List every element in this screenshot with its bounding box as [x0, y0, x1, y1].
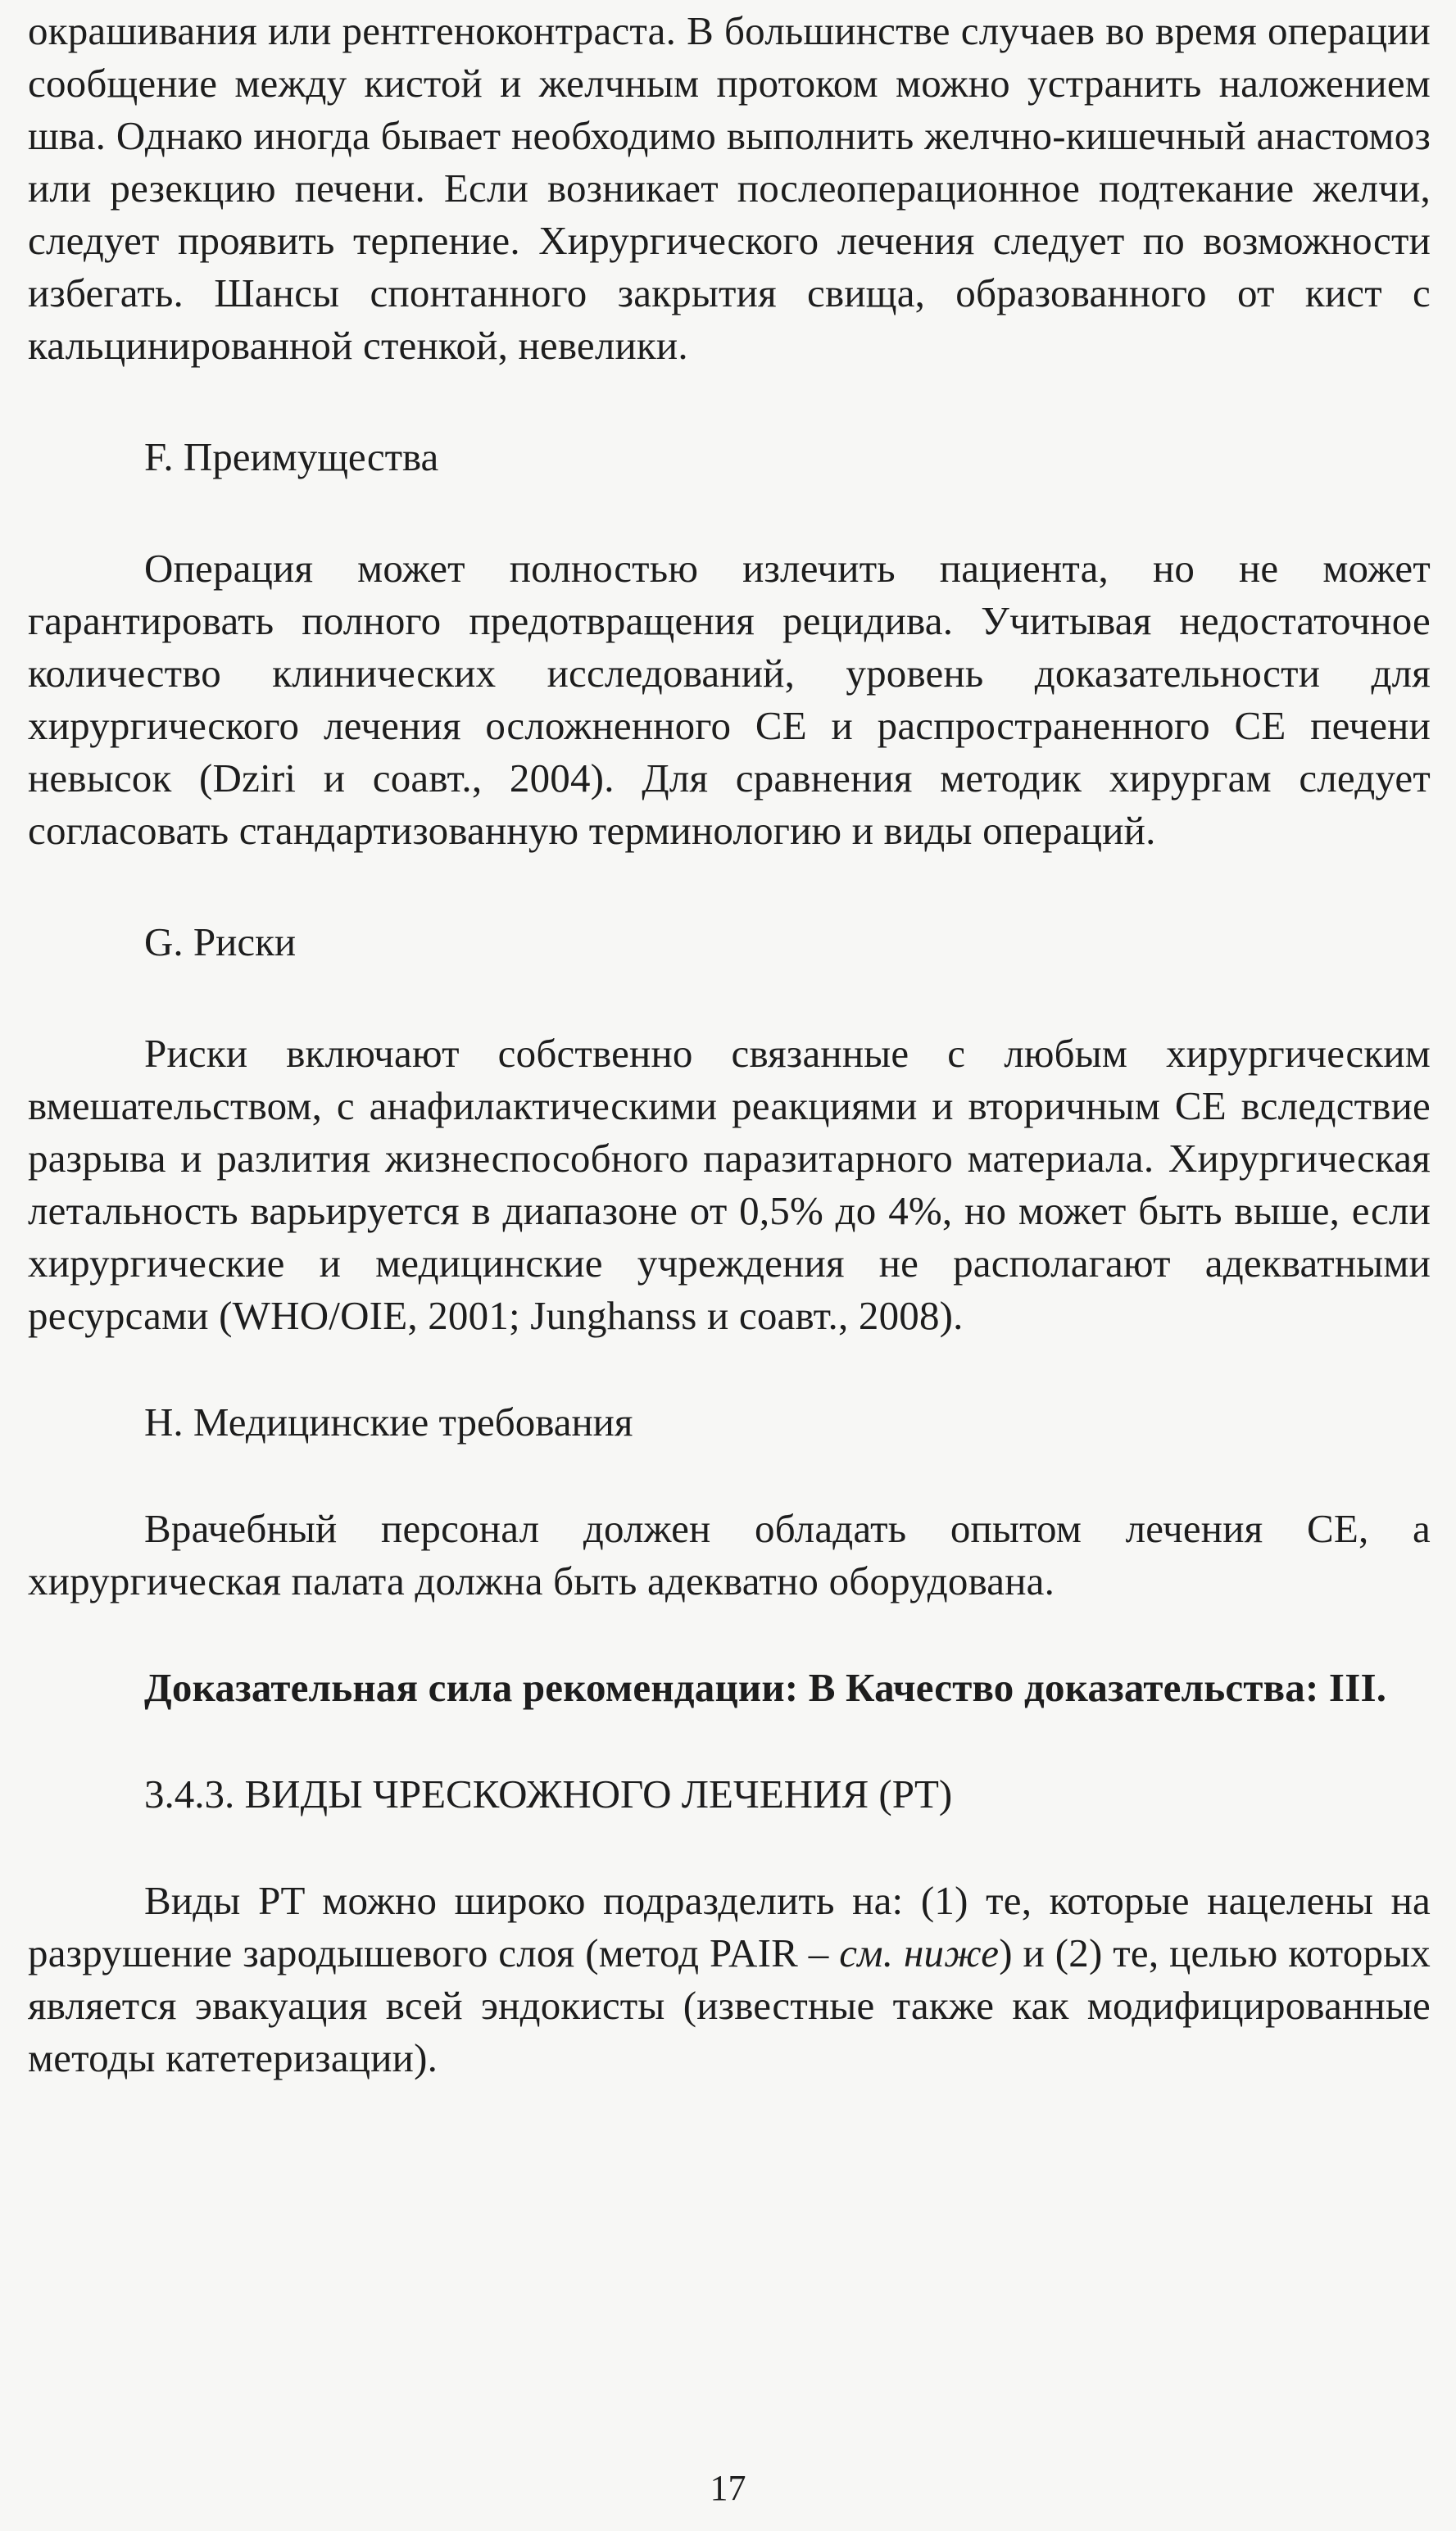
paragraph-advantages: Операция может полностью излечить пациента, но не может гарантировать полного предотвращения рецидива. Учитывая недостаточное количество клинических исследований, уровень доказательности для хирургического лечения осложненного СЕ и распространенного СЕ печени невысок (Dziri и соавт., 2004). Для сравнения методик хирургам следует согласовать стандартизованную терминологию и виды операций.	[28, 546, 1431, 853]
spacer	[28, 483, 1431, 542]
paragraph-text-part: Виды PT можно широко подразделить на: (1) те, которые нацелены на разрушение зародышевого слоя (метод PAIR –	[28, 1878, 1431, 1975]
page-content	[28, 5, 1431, 2084]
section-heading-percutaneous: 3.4.3. ВИДЫ ЧРЕСКОЖНОГО ЛЕЧЕНИЯ (PT)	[144, 1771, 953, 1817]
paragraph-medical-requirements: Врачебный персонал должен обладать опытом лечения СЕ, а хирургическая палата должна быть адекватно оборудована.	[28, 1506, 1431, 1603]
spacer	[28, 857, 1431, 916]
spacer	[28, 1714, 1431, 1768]
spacer	[28, 1449, 1431, 1503]
paragraph-risks: Риски включают собственно связанные с любым хирургическим вмешательством, с анафилактическими реакциями и вторичным СЕ вследствие разрыва и разлития жизнеспособного паразитарного материала. Хирургическая летальность варьируется в диапазоне от 0,5% до 4%, но может быть выше, если хирургические и медицинские учреждения не располагают адекватными ресурсами (WHO/OIE, 2001; Junghanss и соавт., 2008).	[28, 1031, 1431, 1338]
spacer	[28, 1821, 1431, 1875]
paragraph-continuation: окрашивания или рентгеноконтраста. В большинстве случаев во время операции сообщение между кистой и желчным протоком можно устранить наложением шва. Однако иногда бывает необходимо выполнить желчно-кишечный анастомоз или резекцию печени. Если возникает послеоперационное подтекание желчи, следует проявить терпение. Хирургического лечения следует по возможности избегать. Шансы спонтанного закрытия свища, образованного от кист с кальцинированной стенкой, невелики.	[28, 8, 1431, 368]
section-heading-medical-requirements: H. Медицинские требования	[144, 1399, 633, 1445]
spacer	[28, 968, 1431, 1027]
paragraph-text-part: ) и (2) те, целью которых является эвакуация всей эндокисты (известные также как модифицированные методы катетеризации).	[28, 1930, 1431, 2080]
recommendation-strength: Доказательная сила рекомендации: В Качество доказательства: III.	[144, 1665, 1387, 1710]
spacer	[28, 372, 1431, 431]
cross-reference: см. ниже	[839, 1930, 1000, 1975]
section-heading-risks: G. Риски	[144, 919, 297, 964]
spacer	[28, 1342, 1431, 1396]
page-number: 17	[710, 2468, 746, 2508]
paragraph-percutaneous-types	[28, 1875, 1431, 2084]
section-heading-advantages: F. Преимущества	[144, 434, 439, 479]
spacer	[28, 1608, 1431, 1662]
